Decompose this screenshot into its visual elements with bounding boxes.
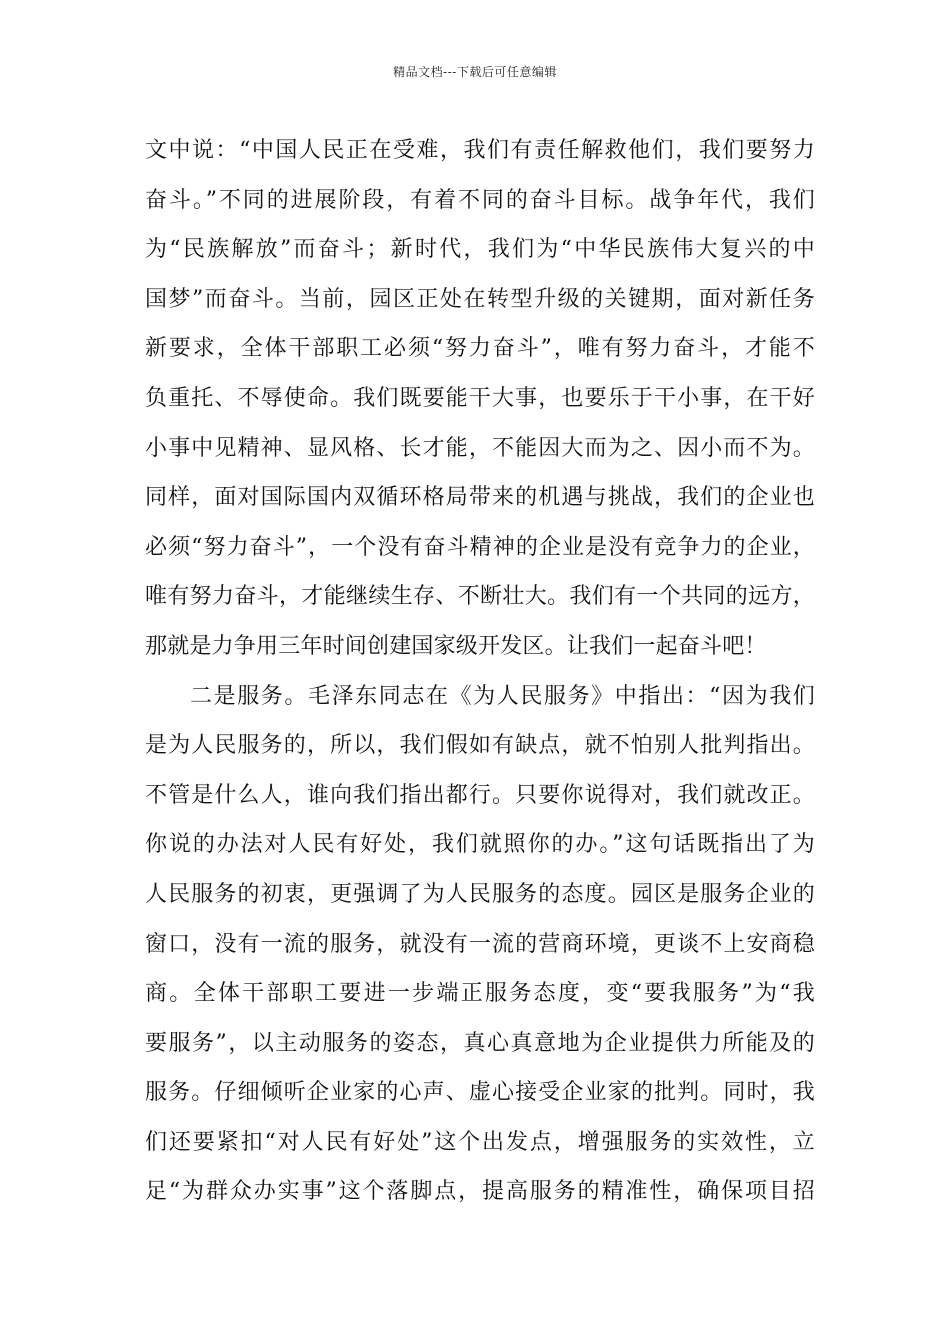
text-line: 国梦”而奋斗。当前，园区正处在转型升级的关键期，面对新任务	[145, 286, 815, 312]
paragraph-struggle	[145, 126, 815, 672]
text-line: 必须“努力奋斗”，一个没有奋斗精神的企业是没有竞争力的企业，	[145, 534, 815, 560]
text-line: 新要求，全体干部职工必须“努力奋斗”，唯有努力奋斗，才能不	[145, 336, 815, 362]
text-line: 文中说：“中国人民正在受难，我们有责任解救他们，我们要努力	[145, 138, 815, 163]
text-line: 负重托、不辱使命。我们既要能干大事，也要乐于干小事，在干好	[145, 385, 815, 411]
text-line: 要服务”，以主动服务的姿态，真心真意地为企业提供力所能及的	[145, 1030, 815, 1056]
text-line: 奋斗。”不同的进展阶段，有着不同的奋斗目标。战争年代，我们	[145, 187, 815, 213]
text-line: 你说的办法对人民有好处，我们就照你的办。”这句话既指出了为	[145, 832, 815, 858]
text-line: 唯有努力奋斗，才能继续生存、不断壮大。我们有一个共同的远方，	[145, 584, 815, 610]
text-line: 小事中见精神、显风格、长才能，不能因大而为之、因小而不为。	[145, 435, 815, 461]
page-header: 精品文档---下载后可任意编辑	[393, 65, 557, 79]
text-line: 服务。仔细倾听企业家的心声、虚心接受企业家的批判。同时，我	[145, 1080, 815, 1106]
text-line: 窗口，没有一流的服务，就没有一流的营商环境，更谈不上安商稳	[145, 931, 815, 957]
text-line: 二是服务。毛泽东同志在《为人民服务》中指出：“因为我们	[190, 683, 815, 709]
text-line: 那就是力争用三年时间创建国家级开发区。让我们一起奋斗吧！	[145, 633, 767, 659]
body-text	[145, 126, 815, 1217]
text-line: 同样，面对国际国内双循环格局带来的机遇与挑战，我们的企业也	[145, 485, 815, 511]
text-line: 人民服务的初衷，更强调了为人民服务的态度。园区是服务企业的	[145, 881, 815, 907]
text-line: 为“民族解放”而奋斗；新时代，我们为“中华民族伟大复兴的中	[145, 237, 815, 263]
text-line: 商。全体干部职工要进一步端正服务态度，变“要我服务”为“我	[145, 981, 815, 1007]
text-line: 们还要紧扣“对人民有好处”这个出发点，增强服务的实效性，立	[145, 1129, 815, 1155]
text-line: 是为人民服务的，所以，我们假如有缺点，就不怕别人批判指出。	[145, 733, 815, 759]
paragraph-service	[145, 672, 815, 1218]
text-line: 足“为群众办实事”这个落脚点，提高服务的精准性，确保项目招	[145, 1179, 815, 1205]
text-line: 不管是什么人，谁向我们指出都行。只要你说得对，我们就改正。	[145, 782, 815, 808]
